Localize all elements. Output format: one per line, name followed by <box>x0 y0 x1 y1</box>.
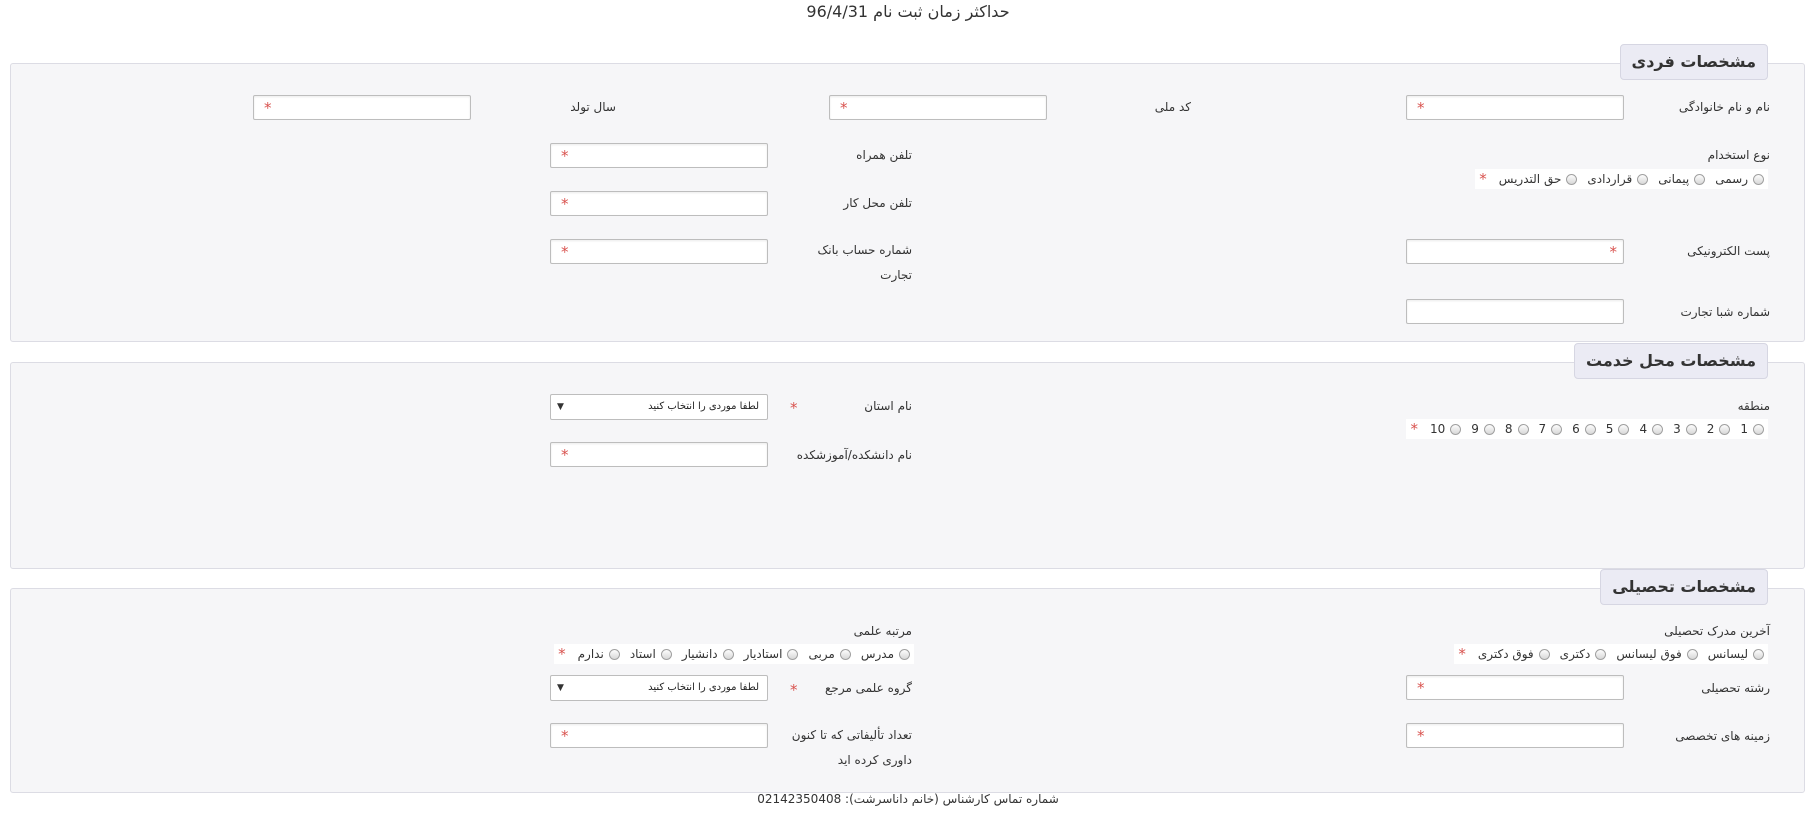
service-info-legend: مشخصات محل خدمت <box>1574 343 1768 379</box>
full-name-input[interactable]: * <box>1406 95 1624 120</box>
sheba-label: شماره شبا تجارت <box>1680 305 1770 319</box>
radio-icon <box>723 649 734 660</box>
radio-icon <box>661 649 672 660</box>
rank-option-instructor[interactable]: مدرس <box>861 647 910 661</box>
radio-icon <box>1753 424 1764 435</box>
degree-option-master[interactable]: فوق لیسانس <box>1616 647 1697 661</box>
radio-icon <box>1585 424 1596 435</box>
radio-icon <box>1686 424 1697 435</box>
radio-icon <box>1753 649 1764 660</box>
region-option-6[interactable]: 6 <box>1572 422 1596 436</box>
birth-year-label: سال تولد <box>570 100 616 114</box>
required-star: * <box>1479 170 1487 188</box>
bank-account-label: شماره حساب بانک تجارت <box>817 243 912 282</box>
rank-option-assistant-professor[interactable]: استادیار <box>744 647 799 661</box>
dropdown-arrow-icon: ▼ <box>557 683 564 693</box>
region-option-1[interactable]: 1 <box>1740 422 1764 436</box>
rank-radios <box>554 644 914 664</box>
rank-option-lecturer[interactable]: مربی <box>808 647 850 661</box>
region-option-4[interactable]: 4 <box>1639 422 1663 436</box>
registration-deadline: حداکثر زمان ثبت نام 96/4/31 <box>806 2 1010 21</box>
work-phone-input[interactable]: * <box>550 191 768 216</box>
employment-option-contractual[interactable]: پیمانی <box>1658 172 1705 186</box>
radio-icon <box>1484 424 1495 435</box>
faculty-input[interactable]: * <box>550 442 768 467</box>
national-code-label: کد ملی <box>1154 100 1191 114</box>
full-name-label: نام و نام خانوادگی <box>1678 100 1770 114</box>
region-option-10[interactable]: 10 <box>1430 422 1461 436</box>
degree-radios <box>1454 644 1768 664</box>
rank-label: مرتبه علمی <box>853 624 912 638</box>
radio-icon <box>1595 649 1606 660</box>
region-radios <box>1406 419 1768 439</box>
degree-option-postdoc[interactable]: فوق دکتری <box>1478 647 1550 661</box>
mobile-label: تلفن همراه <box>856 148 912 162</box>
radio-icon <box>1719 424 1730 435</box>
mobile-input[interactable]: * <box>550 143 768 168</box>
radio-icon <box>1637 174 1648 185</box>
specialty-label: زمینه های تخصصی <box>1675 729 1770 743</box>
rank-option-professor[interactable]: استاد <box>630 647 672 661</box>
contact-info: شماره تماس کارشناس (خانم داناسرشت): 02142350408 <box>757 792 1059 806</box>
radio-icon <box>1566 174 1577 185</box>
radio-icon <box>787 649 798 660</box>
degree-option-phd[interactable]: دکتری <box>1560 647 1607 661</box>
required-star: * <box>558 645 566 663</box>
radio-icon <box>840 649 851 660</box>
region-option-5[interactable]: 5 <box>1606 422 1630 436</box>
required-star: * <box>790 681 798 699</box>
national-code-input[interactable]: * <box>829 95 1047 120</box>
employment-option-hourly[interactable]: حق التدریس <box>1499 172 1578 186</box>
rank-option-none[interactable]: ندارم <box>578 647 620 661</box>
region-option-9[interactable]: 9 <box>1471 422 1495 436</box>
employment-option-official[interactable]: رسمی <box>1715 172 1764 186</box>
region-option-7[interactable]: 7 <box>1539 422 1563 436</box>
radio-icon <box>1694 174 1705 185</box>
degree-option-bachelor[interactable]: لیسانس <box>1708 647 1764 661</box>
radio-icon <box>1450 424 1461 435</box>
work-phone-label: تلفن محل کار <box>843 196 912 210</box>
radio-icon <box>1539 649 1550 660</box>
radio-icon <box>899 649 910 660</box>
radio-icon <box>1618 424 1629 435</box>
service-info-section <box>10 362 1805 569</box>
employment-option-temporary[interactable]: قراردادی <box>1587 172 1648 186</box>
employment-type-label: نوع استخدام <box>1707 148 1770 162</box>
academic-group-select[interactable]: لطفا موردی را انتخاب کنید ▼ <box>550 675 768 701</box>
email-input[interactable]: * <box>1406 239 1624 264</box>
region-option-3[interactable]: 3 <box>1673 422 1697 436</box>
bank-account-input[interactable]: * <box>550 239 768 264</box>
radio-icon <box>1518 424 1529 435</box>
region-option-8[interactable]: 8 <box>1505 422 1529 436</box>
dropdown-arrow-icon: ▼ <box>557 402 564 412</box>
required-star: * <box>790 399 798 417</box>
province-label: نام استان <box>864 399 912 413</box>
radio-icon <box>1753 174 1764 185</box>
specialty-input[interactable]: * <box>1406 723 1624 748</box>
reviewed-works-input[interactable]: * <box>550 723 768 748</box>
education-info-legend: مشخصات تحصیلی <box>1600 569 1768 605</box>
region-option-2[interactable]: 2 <box>1707 422 1731 436</box>
region-label: منطقه <box>1737 399 1770 413</box>
degree-label: آخرین مدرک تحصیلی <box>1664 624 1770 638</box>
field-of-study-label: رشته تحصیلی <box>1701 681 1770 695</box>
sheba-input[interactable] <box>1406 299 1624 324</box>
required-star: * <box>1458 645 1466 663</box>
radio-icon <box>1551 424 1562 435</box>
radio-icon <box>1687 649 1698 660</box>
rank-option-associate-professor[interactable]: دانشیار <box>682 647 734 661</box>
required-star: * <box>1410 420 1418 438</box>
radio-icon <box>1652 424 1663 435</box>
field-of-study-input[interactable]: * <box>1406 675 1624 700</box>
faculty-label: نام دانشکده/آموزشکده <box>796 448 912 462</box>
reviewed-works-label: تعداد تألیفاتی که تا کنون داوری کرده اید <box>791 728 912 767</box>
email-label: پست الکترونیکی <box>1687 244 1770 258</box>
employment-type-radios <box>1475 169 1768 189</box>
personal-info-legend: مشخصات فردی <box>1620 44 1768 80</box>
birth-year-input[interactable]: * <box>253 95 471 120</box>
radio-icon <box>609 649 620 660</box>
academic-group-label: گروه علمی مرجع <box>825 681 912 695</box>
province-select[interactable]: لطفا موردی را انتخاب کنید ▼ <box>550 394 768 420</box>
